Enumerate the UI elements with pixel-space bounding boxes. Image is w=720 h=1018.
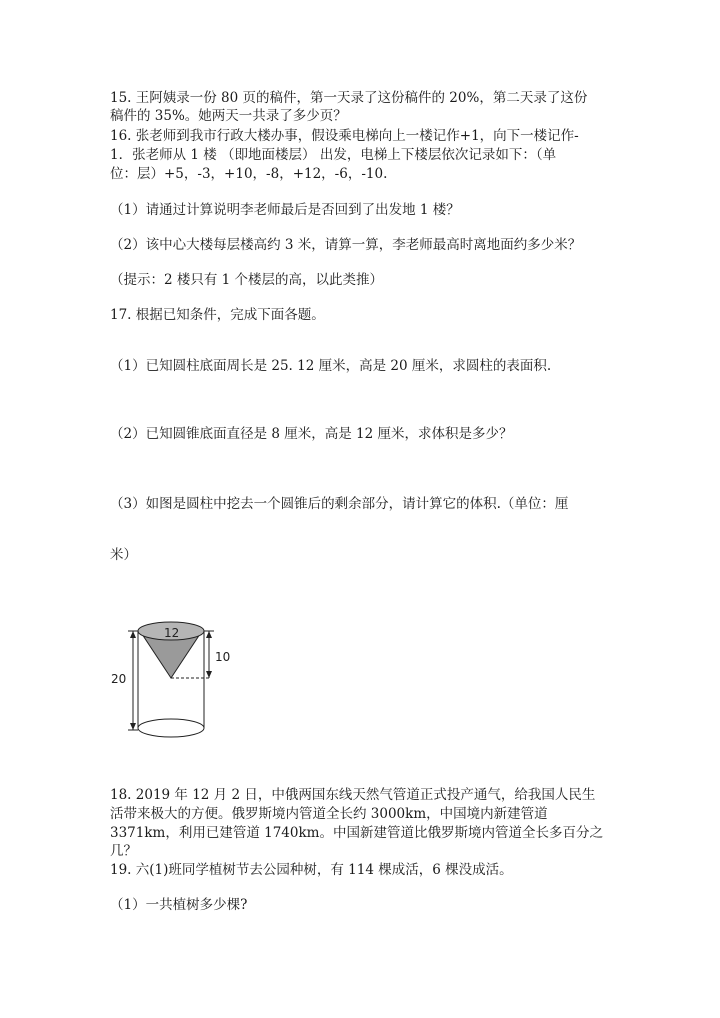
height-10-arrow-top: [206, 631, 212, 638]
height-20-label: 20: [111, 672, 127, 686]
line-17-q3a: （3）如图是圆柱中挖去一个圆锥后的剩余部分，请计算它的体积.（单位：厘: [110, 496, 569, 512]
line-16b: 1．张老师从 1 楼 （即地面楼层） 出发，电梯上下楼层依次记录如下：（单: [110, 147, 557, 163]
height-20-arrow-bottom: [130, 723, 136, 730]
line-18b: 活带来极大的方便。俄罗斯境内管道全长约 3000km，中国境内新建管道: [110, 806, 548, 822]
line-18d: 几？: [110, 843, 137, 859]
height-10-label: 10: [215, 650, 231, 664]
line-19-q1: （1）一共植树多少棵?: [110, 897, 248, 913]
line-16c: 位：层）+5，-3，+10，-8，+12，-6，-10.: [110, 166, 388, 182]
height-10-arrow-bottom: [206, 671, 212, 678]
line-19: 19. 六(1)班同学植树节去公园种树，有 114 棵成活，6 棵没成活。: [110, 862, 513, 878]
bottom-ellipse: [138, 719, 204, 737]
line-18a: 18. 2019 年 12 月 2 日，中俄两国东线天然气管道正式投产通气，给我国人民生: [110, 787, 596, 803]
line-15b: 稿件的 35%。她两天一共录了多少页？: [110, 108, 347, 124]
line-16-hint: （提示：2 楼只有 1 个楼层的高，以此类推）: [110, 272, 384, 288]
line-16-q2: （2）该中心大楼每层楼高约 3 米，请算一算，李老师最高时离地面约多少米？: [110, 237, 582, 253]
line-17: 17. 根据已知条件，完成下面各题。: [110, 307, 325, 323]
line-17-q2: （2）已知圆锥底面直径是 8 厘米，高是 12 厘米，求体积是多少？: [110, 426, 513, 442]
line-15a: 15. 王阿姨录一份 80 页的稿件，第一天录了这份稿件的 20%，第二天录了这份: [110, 90, 588, 106]
line-16-q1: （1）请通过计算说明李老师最后是否回到了出发地 1 楼？: [110, 202, 460, 218]
cylinder-cone-figure: [108, 618, 248, 743]
height-20-arrow-top: [130, 631, 136, 638]
line-18c: 3371km，利用已建管道 1740km。中国新建管道比俄罗斯境内管道全长多百分之: [110, 825, 603, 841]
diameter-label: 12: [164, 626, 180, 640]
line-17-q3b: 米）: [110, 547, 137, 563]
cylinder-cone-diagram: [108, 618, 248, 743]
line-16a: 16. 张老师到我市行政大楼办事，假设乘电梯向上一楼记作+1，向下一楼记作-: [110, 128, 579, 144]
line-17-q1: （1）已知圆柱底面周长是 25. 12 厘米，高是 20 厘米，求圆柱的表面积.: [110, 358, 552, 374]
